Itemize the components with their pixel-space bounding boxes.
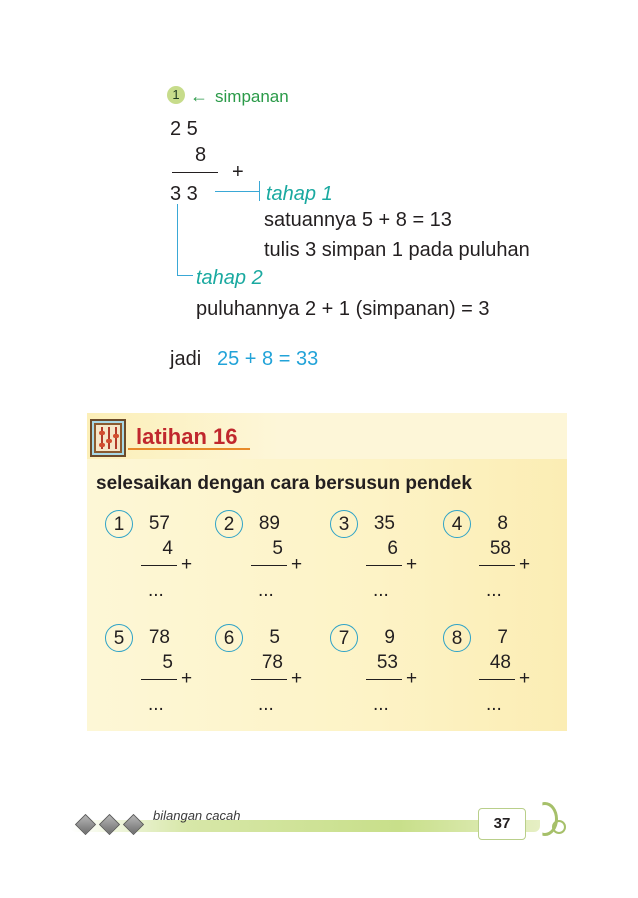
problem-first-addend: 7 <box>497 627 508 648</box>
problem-answer-dots: ... <box>373 580 389 601</box>
problem-first-addend: 78 <box>148 627 170 648</box>
problem-answer-dots: ... <box>373 694 389 715</box>
problem-number: 7 <box>330 624 358 652</box>
problem-sum-line <box>141 679 177 680</box>
carry-digit-badge: 1 <box>167 86 185 104</box>
problem-first-addend: 5 <box>269 627 280 648</box>
stage2-connector-foot <box>177 275 193 276</box>
problem-second-addend: 4 <box>162 538 173 559</box>
title-underline <box>128 448 250 450</box>
exercise-panel <box>87 413 567 731</box>
stage1-line1: satuannya 5 + 8 = 13 <box>264 209 452 231</box>
problem-sum-line <box>366 565 402 566</box>
problem-sum-line <box>366 679 402 680</box>
problem-second-addend: 78 <box>261 652 283 673</box>
stage2-connector <box>177 204 178 275</box>
stage2-label: tahap 2 <box>196 267 263 289</box>
problem-number: 8 <box>443 624 471 652</box>
problem-second-addend: 6 <box>387 538 398 559</box>
problem-number: 4 <box>443 510 471 538</box>
problem-plus: + <box>181 554 193 575</box>
problem-answer-dots: ... <box>148 694 164 715</box>
top-number: 2 5 <box>170 118 198 140</box>
plus-sign: + <box>232 161 244 183</box>
abacus-icon <box>90 419 126 457</box>
problem-plus: + <box>291 668 303 689</box>
page-number: 37 <box>478 808 526 840</box>
second-number: 8 <box>195 144 207 166</box>
problem-second-addend: 48 <box>489 652 511 673</box>
problem-number: 3 <box>330 510 358 538</box>
problem-first-addend: 57 <box>148 513 170 534</box>
problem-number: 5 <box>105 624 133 652</box>
problem-plus: + <box>291 554 303 575</box>
result-number: 3 3 <box>170 183 198 205</box>
problem-answer-dots: ... <box>148 580 164 601</box>
problem-first-addend: 35 <box>373 513 395 534</box>
problem-first-addend: 89 <box>258 513 280 534</box>
problem-number: 6 <box>215 624 243 652</box>
problem-plus: + <box>519 668 531 689</box>
problem-first-addend: 8 <box>497 513 508 534</box>
carry-arrow: ← <box>190 86 208 106</box>
exercise-instruction: selesaikan dengan cara bersusun pendek <box>96 473 472 494</box>
problem-second-addend: 5 <box>272 538 283 559</box>
stage1-label: tahap 1 <box>266 183 333 205</box>
problem-number: 1 <box>105 510 133 538</box>
chapter-name: bilangan cacah <box>153 808 241 823</box>
stage2-line1: puluhannya 2 + 1 (simpanan) = 3 <box>196 298 490 320</box>
problem-plus: + <box>519 554 531 575</box>
problem-sum-line <box>251 565 287 566</box>
problem-first-addend: 9 <box>384 627 395 648</box>
stage1-connector <box>215 191 259 192</box>
carry-label: simpanan <box>215 87 289 106</box>
problem-answer-dots: ... <box>258 580 274 601</box>
problem-sum-line <box>479 679 515 680</box>
problem-sum-line <box>251 679 287 680</box>
exercise-title: latihan 16 <box>136 424 238 449</box>
problem-second-addend: 58 <box>489 538 511 559</box>
problem-plus: + <box>406 668 418 689</box>
problem-answer-dots: ... <box>486 580 502 601</box>
problem-answer-dots: ... <box>258 694 274 715</box>
problem-plus: + <box>181 668 193 689</box>
conclusion-prefix: jadi <box>170 348 202 370</box>
problem-sum-line <box>141 565 177 566</box>
problem-second-addend: 53 <box>376 652 398 673</box>
swirl-ornament-small <box>552 820 566 834</box>
stage1-bracket <box>259 181 260 201</box>
problem-answer-dots: ... <box>486 694 502 715</box>
sum-line <box>172 172 218 173</box>
problem-second-addend: 5 <box>162 652 173 673</box>
stage1-line2: tulis 3 simpan 1 pada puluhan <box>264 239 530 261</box>
problem-plus: + <box>406 554 418 575</box>
problem-sum-line <box>479 565 515 566</box>
conclusion-equation: 25 + 8 = 33 <box>217 348 319 370</box>
problem-number: 2 <box>215 510 243 538</box>
